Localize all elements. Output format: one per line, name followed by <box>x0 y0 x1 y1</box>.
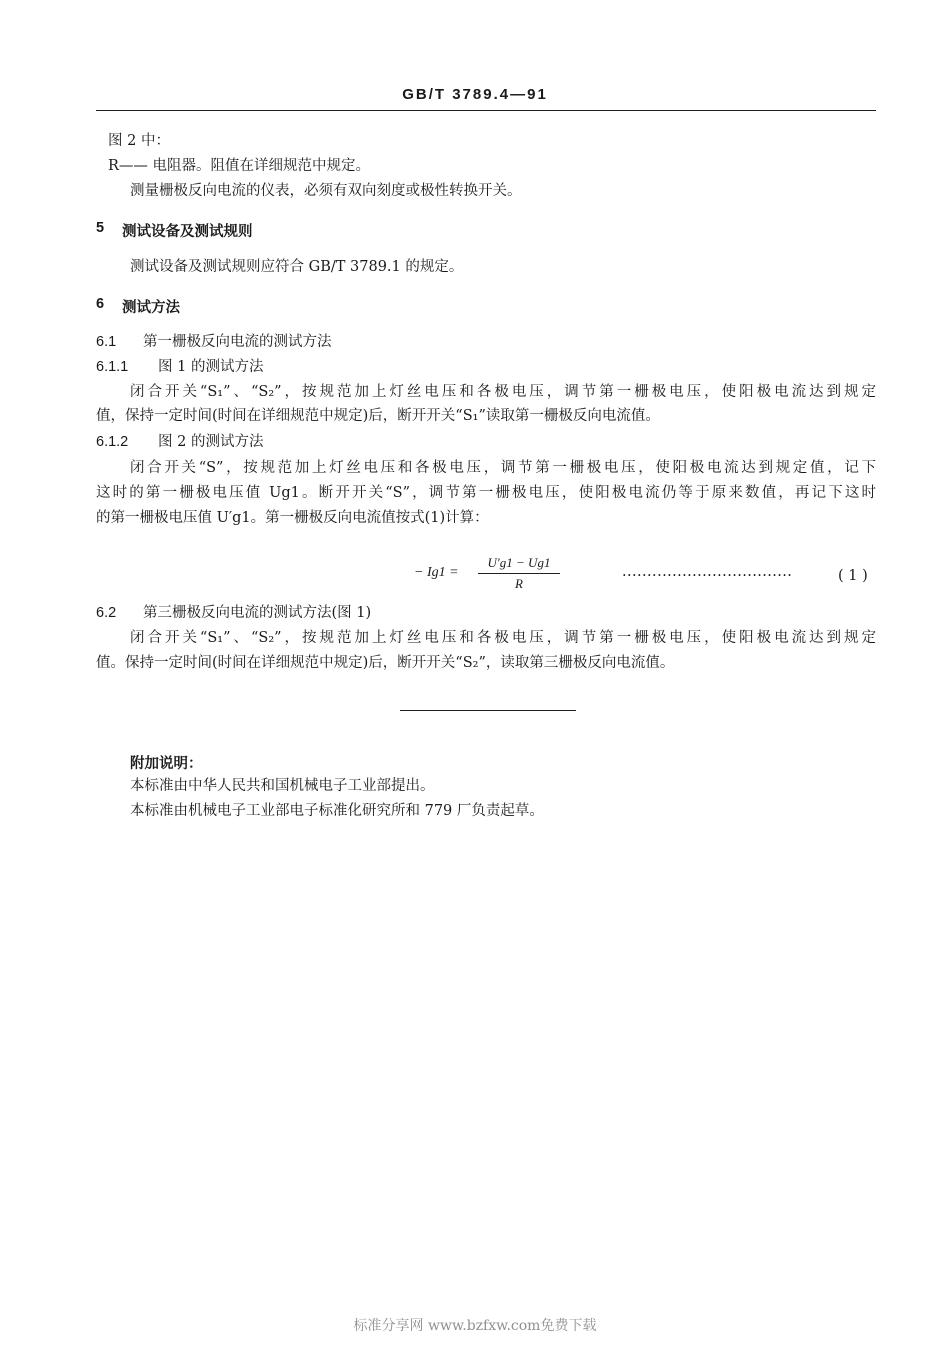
site-watermark: 标准分享网 www.bzfxw.com免费下载 <box>353 1318 597 1334</box>
standard-code-header: GB/T 3789.4—91 <box>402 86 548 103</box>
formula-number: ( 1 ) <box>838 568 868 584</box>
section6-2-number: 6.2 <box>96 605 117 621</box>
section6-2-title: 第三栅极反向电流的测试方法(图 1) <box>143 605 372 621</box>
header-rule <box>96 110 876 111</box>
section6-1-1-line1: 闭合开关“S₁”、“S₂”，按规范加上灯丝电压和各极电压，调节第一栅极电压，使阳极电流达到规定 <box>130 384 876 400</box>
section6-title: 测试方法 <box>122 300 180 316</box>
appendix-title: 附加说明： <box>130 756 203 772</box>
formula-leader-dots: ·································· <box>622 568 793 584</box>
end-of-text-rule <box>400 710 576 711</box>
section6-2-line1: 闭合开关“S₁”、“S₂”，按规范加上灯丝电压和各极电压，调节第一栅极电压，使阳极电流达到规定 <box>130 630 876 646</box>
section6-1-1-title: 图 1 的测试方法 <box>158 359 264 375</box>
formula-fraction <box>478 555 560 592</box>
appendix-line1: 本标准由中华人民共和国机械电子工业部提出。 <box>130 778 435 794</box>
section5-text: 测试设备及测试规则应符合 GB/T 3789.1 的规定。 <box>130 259 464 275</box>
section6-number: 6 <box>96 296 105 312</box>
section6-1-2-line3: 的第一栅极电压值 U′g1。第一栅极反向电流值按式(1)计算： <box>96 510 489 526</box>
meter-note: 测量栅极反向电流的仪表，必须有双向刻度或极性转换开关。 <box>130 183 522 199</box>
appendix-line2: 本标准由机械电子工业部电子标准化研究所和 779 厂负责起草。 <box>130 803 544 819</box>
section6-1-2-title: 图 2 的测试方法 <box>158 434 264 450</box>
section6-1-1-line2: 值，保持一定时间(时间在详细规范中规定)后，断开开关“S₁”读取第一栅极反向电流值。 <box>96 408 660 424</box>
section6-1-1-number: 6.1.1 <box>96 359 129 375</box>
resistor-definition: R—— 电阻器。阻值在详细规范中规定。 <box>108 158 371 174</box>
formula-numerator: U′g1 − Ug1 <box>487 555 551 570</box>
section5-title: 测试设备及测试规则 <box>122 224 253 240</box>
section6-1-title: 第一栅极反向电流的测试方法 <box>143 334 332 350</box>
formula-lhs: − Ig1 = <box>414 565 459 580</box>
section5-number: 5 <box>96 220 105 236</box>
section6-2-line2: 值。保持一定时间(时间在详细规范中规定)后，断开开关“S₂”，读取第三栅极反向电流值。 <box>96 655 675 671</box>
section6-1-2-line1: 闭合开关“S”，按规范加上灯丝电压和各极电压，调节第一栅极电压，使阳极电流达到规定值，记下 <box>130 460 876 476</box>
section6-1-2-line2: 这时的第一栅极电压值 Ug1。断开开关“S”，调节第一栅极电压，使阳极电流仍等于原来数值，再记下这时 <box>96 485 876 501</box>
section6-1-number: 6.1 <box>96 334 117 350</box>
fig2-note-title: 图 2 中： <box>108 133 170 149</box>
section6-1-2-number: 6.1.2 <box>96 434 129 450</box>
formula-denominator: R <box>515 576 523 591</box>
fraction-bar <box>478 573 560 574</box>
